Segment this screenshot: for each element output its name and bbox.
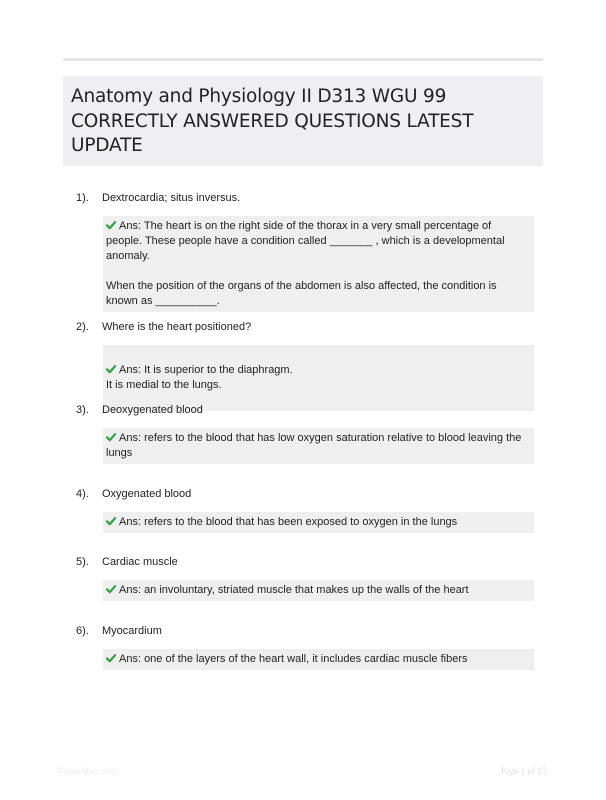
answer-paragraph xyxy=(106,219,530,264)
question-number: 4). xyxy=(76,488,89,500)
answer-paragraph xyxy=(106,431,530,461)
question-text: Cardiac muscle xyxy=(102,556,178,568)
document-title: Anatomy and Physiology II D313 WGU 99 CORRECTLY ANSWERED QUESTIONS LATEST UPDATE xyxy=(71,86,474,156)
question-text: Deoxygenated blood xyxy=(102,404,203,416)
question-text: Oxygenated blood xyxy=(102,488,192,500)
answer-text: Ans: It is superior to the diaphragm. It is medial to the lungs. xyxy=(106,364,293,391)
check-icon xyxy=(106,432,116,442)
question-number: 6). xyxy=(76,625,89,637)
check-icon xyxy=(106,220,116,230)
answer-box xyxy=(103,345,534,411)
answer-text: Ans: one of the layers of the heart wall, it includes cardiac muscle fibers xyxy=(119,653,468,665)
question-text: Where is the heart positioned? xyxy=(102,321,252,333)
question-number: 5). xyxy=(76,556,89,568)
check-icon xyxy=(106,653,116,663)
check-icon xyxy=(106,584,116,594)
answer-box xyxy=(103,580,534,601)
answer-box xyxy=(103,428,534,464)
question-number: 3). xyxy=(76,404,89,416)
answer-text: Ans: refers to the blood that has been exposed to oxygen in the lungs xyxy=(119,516,458,528)
question-text: Dextrocardia; situs inversus. xyxy=(102,192,241,204)
footer-site-watermark: Paperfibic.com xyxy=(58,766,118,776)
question-number: 1). xyxy=(76,192,89,204)
answer-text: Ans: refers to the blood that has low oxygen saturation relative to blood leaving the lungs xyxy=(106,432,522,459)
answer-box xyxy=(103,512,534,533)
answer-paragraph xyxy=(106,652,530,667)
footer-page-number: Page 1 of 13 xyxy=(501,766,547,776)
answer-box xyxy=(103,216,534,312)
answer-paragraph xyxy=(106,583,530,598)
answer-paragraph xyxy=(106,515,530,530)
answer-paragraph xyxy=(106,279,530,309)
top-rule xyxy=(63,58,543,61)
answer-text: Ans: The heart is on the right side of the thorax in a very small percentage of people. These people have a condition called _______ , which is a developmental anomaly. xyxy=(106,220,505,262)
question-number: 2). xyxy=(76,321,89,333)
check-icon xyxy=(106,364,116,374)
title-box xyxy=(63,76,543,166)
answer-text: Ans: an involuntary, striated muscle that makes up the walls of the heart xyxy=(119,584,469,596)
answer-box xyxy=(103,649,534,670)
check-icon xyxy=(106,516,116,526)
answer-paragraph xyxy=(106,363,530,393)
answer-text: When the position of the organs of the abdomen is also affected, the condition is known as __________. xyxy=(106,280,497,307)
question-text: Myocardium xyxy=(102,625,162,637)
